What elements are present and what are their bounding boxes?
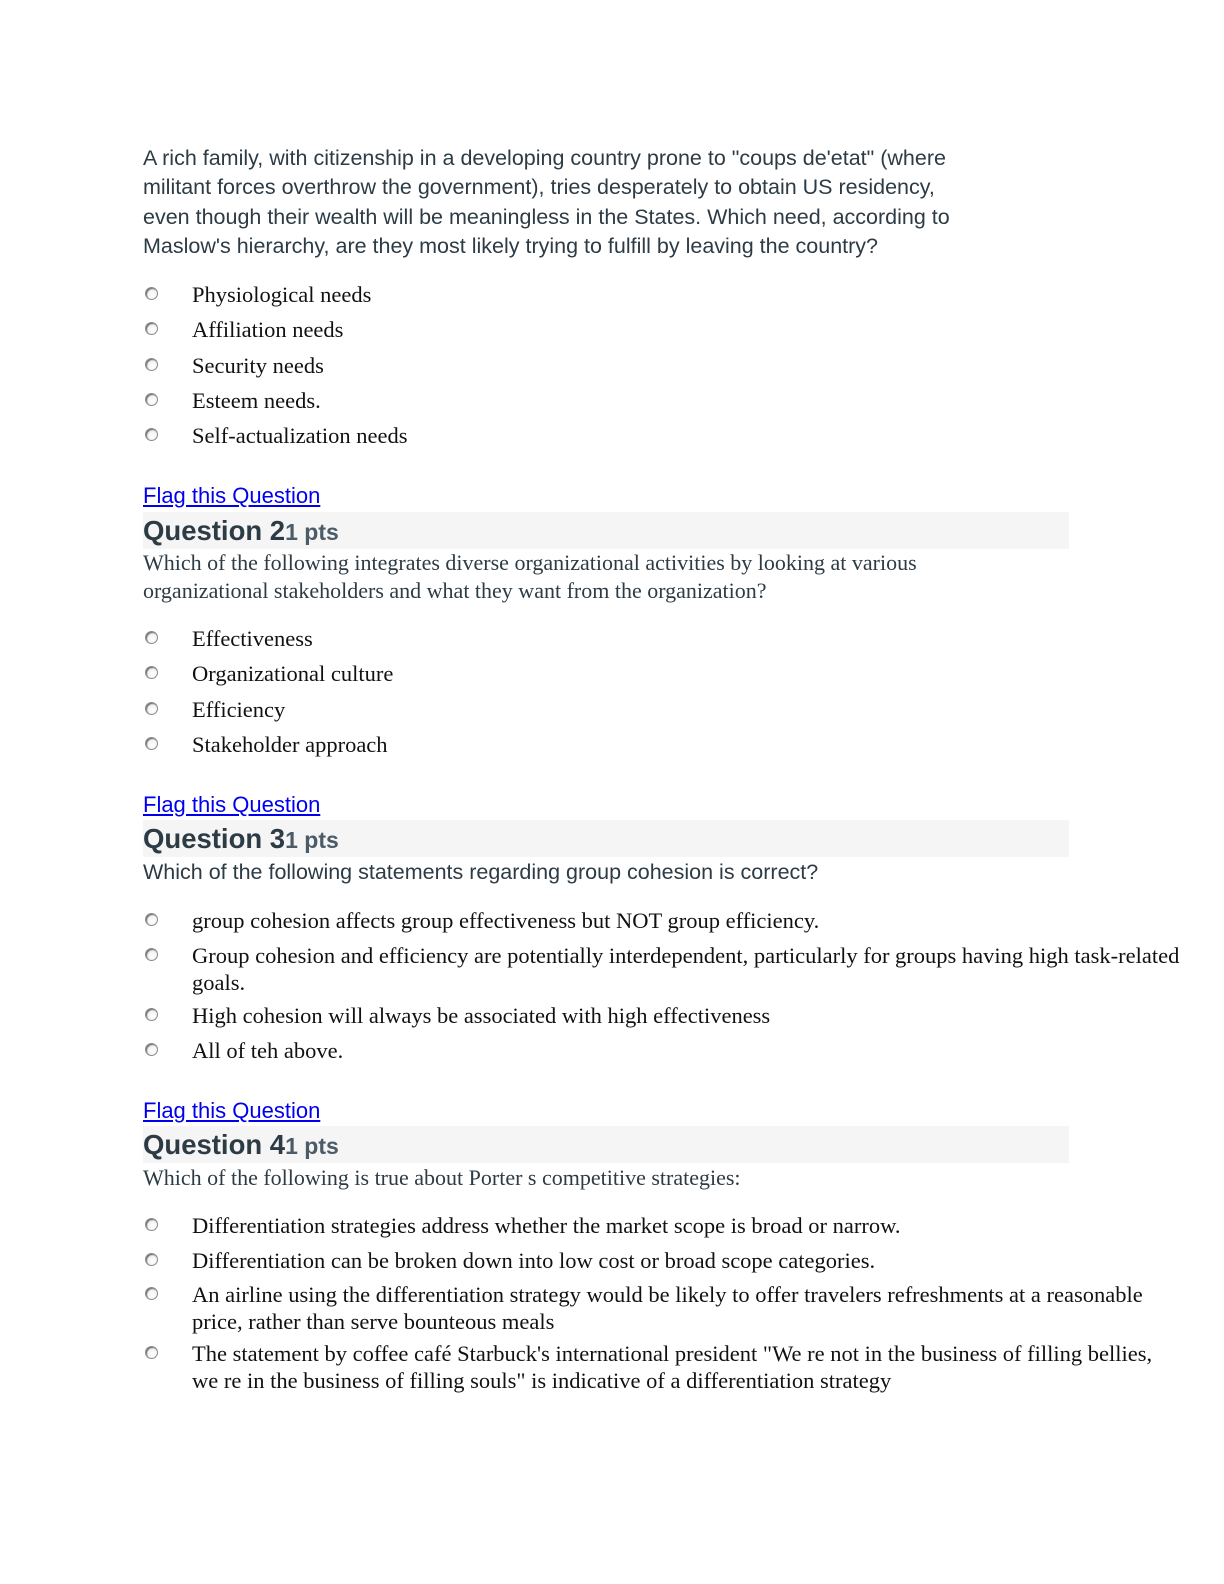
answer-label: Effectiveness: [192, 626, 313, 651]
question-4-text-line: Which of the following is true about Porter s competitive strategies:: [143, 1165, 741, 1190]
answer-label: Differentiation can be broken down into low cost or broad scope categories.: [192, 1248, 876, 1273]
radio-button[interactable]: [145, 1218, 158, 1231]
question-title: [143, 512, 339, 551]
answer-option[interactable]: [143, 423, 1183, 458]
question-2-text-line: Which of the following integrates diverse organizational activities by looking at various: [143, 550, 917, 575]
question-points: 1 pts: [285, 519, 339, 545]
flag-question-link[interactable]: Flag this Question: [143, 1098, 321, 1123]
answer-option[interactable]: [143, 353, 1183, 388]
radio-button[interactable]: [145, 428, 158, 441]
question-number: Question 2: [143, 515, 286, 546]
answer-label: All of teh above.: [192, 1038, 344, 1063]
question-number: Question 4: [143, 1129, 286, 1160]
question-number: Question 3: [143, 823, 286, 854]
answer-label: High cohesion will always be associated with high effectiveness: [192, 1003, 771, 1028]
radio-button[interactable]: [145, 358, 158, 371]
flag-question-link[interactable]: Flag this Question: [143, 792, 321, 817]
answer-label: group cohesion affects group effectiveness but NOT group efficiency.: [192, 908, 820, 933]
radio-button[interactable]: [145, 1346, 158, 1359]
radio-button[interactable]: [145, 702, 158, 715]
answer-label: Differentiation strategies address whether the market scope is broad or narrow.: [192, 1213, 901, 1238]
answer-option[interactable]: [143, 282, 1183, 317]
question-header: [143, 820, 1069, 857]
answer-label: Stakeholder approach: [192, 732, 388, 757]
answer-option[interactable]: [143, 943, 1183, 1006]
question-1-text-line: even though their wealth will be meaningless in the States. Which need, according to: [143, 204, 950, 229]
question-2-text-line: organizational stakeholders and what they want from the organization?: [143, 578, 767, 603]
radio-button[interactable]: [145, 393, 158, 406]
answer-option[interactable]: [143, 1341, 1183, 1404]
answer-label: Efficiency: [192, 697, 286, 722]
question-3-text: Which of the following statements regarding group cohesion is correct?: [143, 860, 819, 884]
answer-option[interactable]: [143, 1003, 1183, 1038]
question-4-text: [143, 1164, 1063, 1192]
question-points: 1 pts: [285, 827, 339, 853]
flag-question-link[interactable]: Flag this Question: [143, 483, 321, 508]
question-2-text: [143, 549, 1063, 605]
answer-option[interactable]: [143, 388, 1183, 423]
radio-button[interactable]: [145, 322, 158, 335]
radio-button[interactable]: [145, 1287, 158, 1300]
answer-option[interactable]: [143, 732, 1183, 767]
answer-option[interactable]: [143, 1282, 1183, 1345]
radio-button[interactable]: [145, 948, 158, 961]
answer-option[interactable]: [143, 1213, 1183, 1248]
radio-button[interactable]: [145, 666, 158, 679]
radio-button[interactable]: [145, 1008, 158, 1021]
answer-label: Organizational culture: [192, 661, 394, 686]
answer-label: The statement by coffee café Starbuck's international president "We re not in the business of filling bellies, we re in the business of filling souls" is indicative of a differentiation strategy: [192, 1341, 1153, 1393]
question-1-text-line: A rich family, with citizenship in a developing country prone to "coups de'etat" (where: [143, 146, 946, 170]
answer-option[interactable]: [143, 697, 1183, 732]
question-1-text-line: militant forces overthrow the government), tries desperately to obtain US residency,: [143, 175, 935, 200]
radio-button[interactable]: [145, 1043, 158, 1056]
radio-button[interactable]: [145, 913, 158, 926]
answer-option[interactable]: [143, 661, 1183, 696]
answer-label: Esteem needs.: [192, 388, 321, 413]
question-1-text: [143, 144, 1063, 261]
answer-option[interactable]: [143, 1248, 1183, 1283]
answer-option[interactable]: [143, 908, 1183, 943]
radio-button[interactable]: [145, 631, 158, 644]
answer-label: Physiological needs: [192, 282, 372, 307]
question-1-text-line: Maslow's hierarchy, are they most likely trying to fulfill by leaving the country?: [143, 233, 879, 258]
answer-label: Affiliation needs: [192, 317, 344, 342]
question-points: 1 pts: [285, 1133, 339, 1159]
question-title: [143, 1126, 339, 1165]
radio-button[interactable]: [145, 737, 158, 750]
answer-option[interactable]: [143, 626, 1183, 661]
radio-button[interactable]: [145, 287, 158, 300]
question-header: [143, 512, 1069, 549]
question-header: [143, 1126, 1069, 1163]
answer-option[interactable]: [143, 317, 1183, 352]
answer-label: An airline using the differentiation strategy would be likely to offer travelers refreshments at a reasonable price, rather than serve bounteous meals: [192, 1282, 1143, 1334]
answer-label: Self-actualization needs: [192, 423, 408, 448]
answer-label: Group cohesion and efficiency are potentially interdependent, particularly for groups having high task-related goals.: [192, 943, 1180, 995]
radio-button[interactable]: [145, 1253, 158, 1266]
answer-label: Security needs: [192, 353, 324, 378]
answer-option[interactable]: [143, 1038, 1183, 1073]
question-title: [143, 820, 339, 859]
